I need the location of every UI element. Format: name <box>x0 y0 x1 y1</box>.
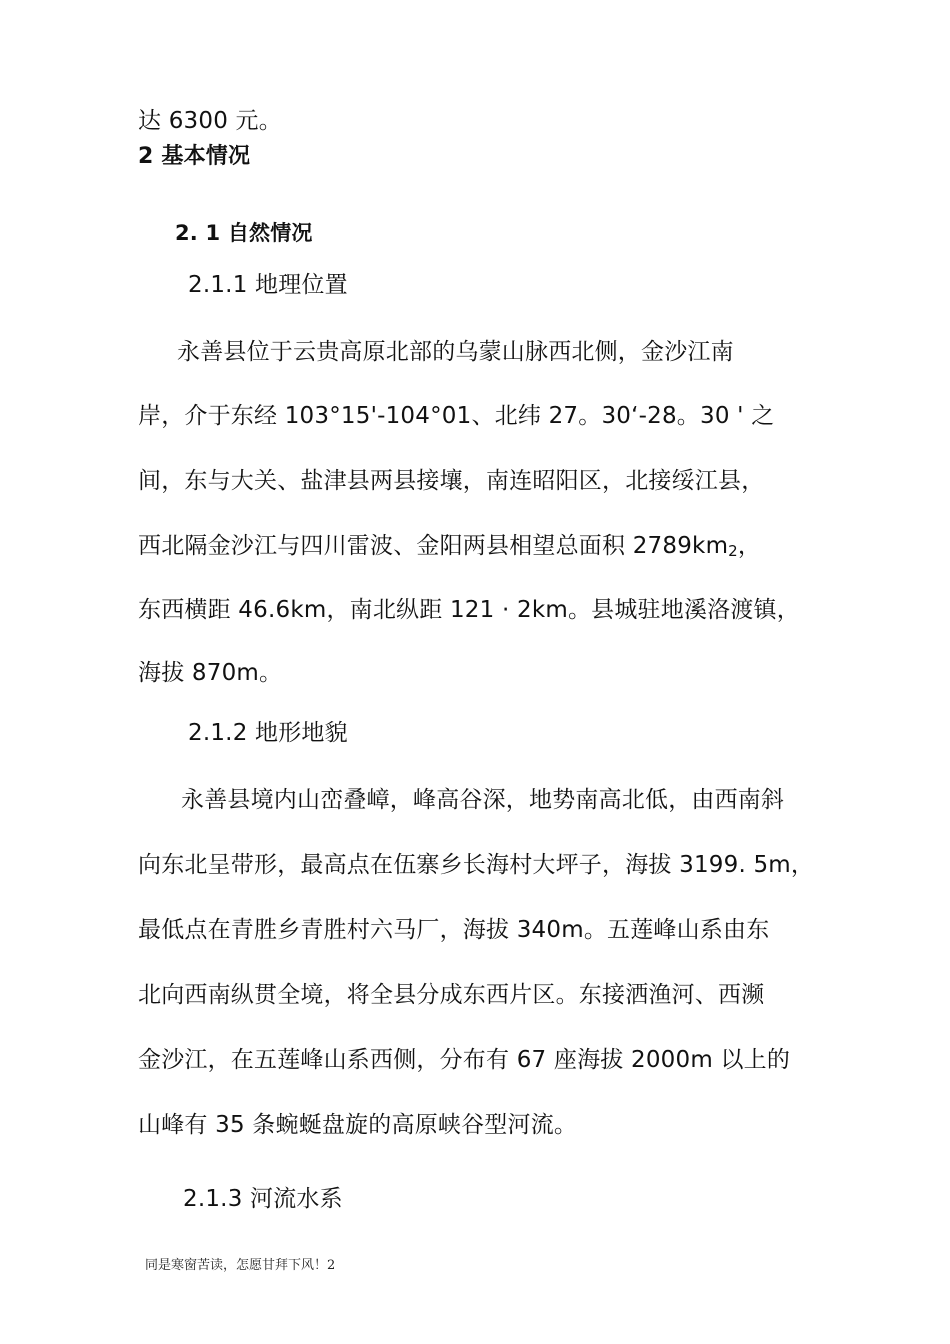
subsubsection-heading: 2.1.2 地形地貌 <box>188 720 348 746</box>
paragraph-line <box>138 531 761 566</box>
area-text: 西北隔金沙江与四川雷波、金阳两县相望总面积 2789km <box>138 533 729 559</box>
paragraph-line: 北向西南纵贯全境，将全县分成东西片区。东接洒渔河、西濒 <box>138 982 765 1008</box>
paragraph-line: 金沙江，在五莲峰山系西侧，分布有 67 座海拔 2000m 以上的 <box>138 1047 791 1073</box>
paragraph-line: 东西横距 46.6km，南北纵距 121 · 2km。县城驻地溪洛渡镇， <box>138 597 800 623</box>
subsection-heading: 2. 1 自然情况 <box>175 221 313 245</box>
superscript-2: 2 <box>728 542 738 560</box>
paragraph-line: 最低点在青胜乡青胜村六马厂，海拔 340m。五莲峰山系由东 <box>138 917 770 943</box>
paragraph-line: 海拔 870m。 <box>138 660 283 686</box>
paragraph-line: 间，东与大关、盐津县两县接壤，南连昭阳区，北接绥江县， <box>138 468 765 494</box>
page-footer: 同是寒窗苦读，怎愿甘拜下风！2 <box>145 1258 336 1273</box>
paragraph-line: 永善县境内山峦叠嶂，峰高谷深，地势南高北低，由西南斜 <box>181 787 785 813</box>
paragraph-line: 达 6300 元。 <box>138 108 282 134</box>
comma: ， <box>737 533 762 559</box>
paragraph-line: 向东北呈带形，最高点在伍寨乡长海村大坪子，海拔 3199. 5m， <box>138 852 815 878</box>
paragraph-line: 山峰有 35 条蜿蜒盘旋的高原峡谷型河流。 <box>138 1112 578 1138</box>
section-heading: 2 基本情况 <box>138 144 251 169</box>
paragraph-line: 岸，介于东经 103°15'-104°01、北纬 27。30‘-28。30 ' 之 <box>138 403 775 429</box>
paragraph-line: 永善县位于云贵高原北部的乌蒙山脉西北侧，金沙江南 <box>177 339 734 365</box>
subsubsection-heading: 2.1.3 河流水系 <box>183 1186 343 1212</box>
subsubsection-heading: 2.1.1 地理位置 <box>188 272 348 298</box>
